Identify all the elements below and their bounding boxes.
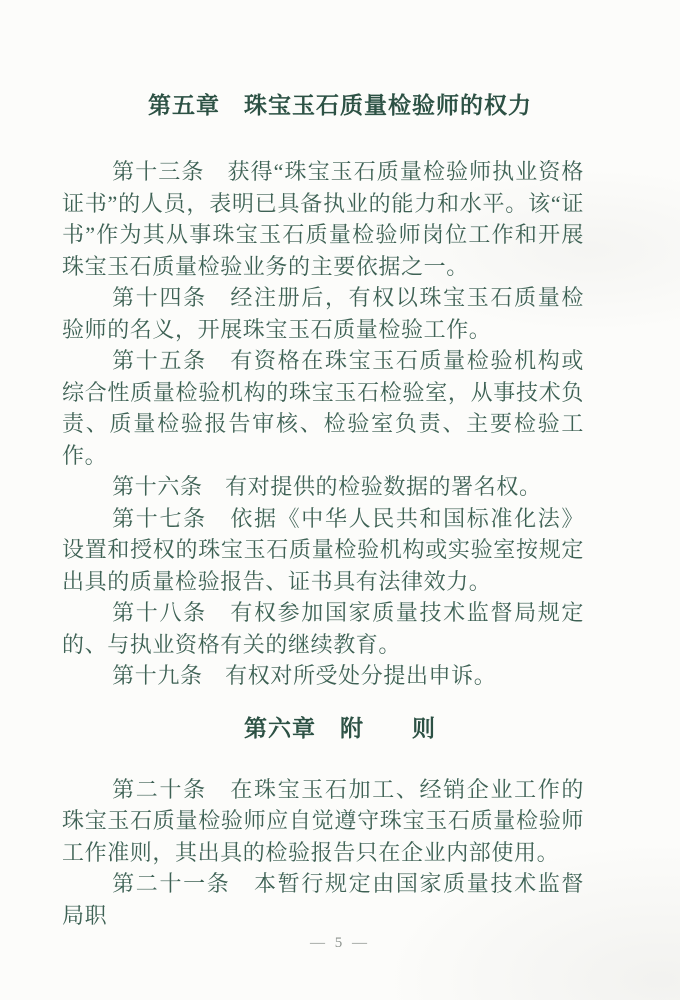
article-18-paragraph: 第十八条 有权参加国家质量技术监督局规定的、与执业资格有关的继续教育。 xyxy=(62,600,584,657)
chapter-5-title: 第五章 珠宝玉石质量检验师的权力 xyxy=(148,93,532,118)
article-21-paragraph: 第二十一条 本暂行规定由国家质量技术监督局职 xyxy=(62,871,584,928)
page-number: — 5 — xyxy=(310,935,370,951)
article-20-paragraph: 第二十条 在珠宝玉石加工、经销企业工作的珠宝玉石质量检验师应自觉遵守珠宝玉石质量检验师工作准则，其出具的检验报告只在企业内部使用。 xyxy=(62,776,584,865)
chapter-5-body xyxy=(62,156,584,692)
article-17-paragraph: 第十七条 依据《中华人民共和国标准化法》设置和授权的珠宝玉石质量检验机构或实验室按规定出具的质量检验报告、证书具有法律效力。 xyxy=(62,505,584,594)
chapter-6-title: 第六章 附 则 xyxy=(244,715,436,741)
article-14-paragraph: 第十四条 经注册后，有权以珠宝玉石质量检验师的名义，开展珠宝玉石质量检验工作。 xyxy=(62,285,584,342)
article-16-paragraph: 第十六条 有对提供的检验数据的署名权。 xyxy=(112,474,542,499)
article-13-paragraph: 第十三条 获得“珠宝玉石质量检验师执业资格证书”的人员，表明已具备执业的能力和水平。该“证书”作为其从事珠宝玉石质量检验师岗位工作和开展珠宝玉石质量检验业务的主要依据之一。 xyxy=(62,159,584,279)
article-15-paragraph: 第十五条 有资格在珠宝玉石质量检验机构或综合性质量检验机构的珠宝玉石检验室，从事技术负责、质量检验报告审核、检验室负责、主要检验工作。 xyxy=(62,348,584,468)
article-19-paragraph: 第十九条 有权对所受处分提出申诉。 xyxy=(112,663,497,688)
chapter-6-body xyxy=(62,774,584,932)
